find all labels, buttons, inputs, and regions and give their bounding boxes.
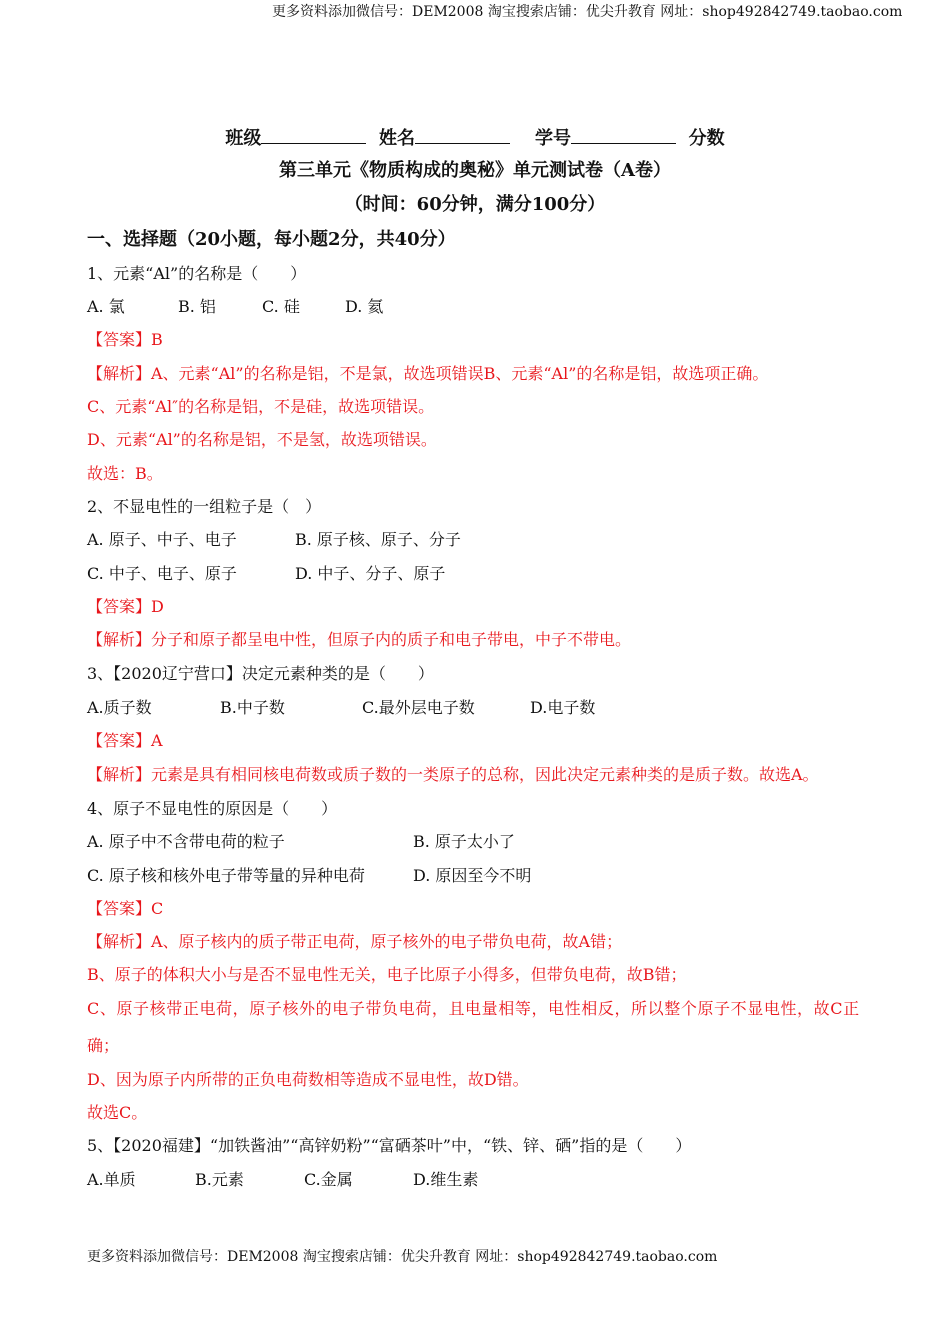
- section-heading: 一、选择题（20小题，每小题2分，共40分）: [87, 229, 456, 250]
- class-label: 班级: [225, 128, 262, 149]
- class-blank[interactable]: [261, 127, 366, 144]
- score-label: 分数: [688, 128, 725, 149]
- page-title: 第三单元《物质构成的奥秘》单元测试卷（A卷）: [279, 160, 671, 181]
- option: D. 中子、分子、原子: [295, 564, 446, 583]
- question-stem: 1、元素“Al”的名称是（ ）: [87, 264, 307, 283]
- question-stem: 3、【2020辽宁营口】决定元素种类的是（ ）: [87, 664, 434, 683]
- analysis-line: 确；: [87, 1036, 120, 1055]
- analysis-line: 【解析】分子和原子都呈电中性，但原子内的质子和电子带电，中子不带电。: [87, 630, 632, 649]
- question-stem: 2、不显电性的一组粒子是（ ）: [87, 497, 322, 516]
- answer: 【答案】C: [87, 899, 164, 918]
- question-stem: 4、原子不显电性的原因是（ ）: [87, 799, 338, 818]
- option: B. 原子核、原子、分子: [295, 530, 461, 549]
- option: B. 铝: [178, 297, 216, 316]
- option: B.元素: [195, 1170, 244, 1189]
- name-label: 姓名: [378, 128, 415, 149]
- analysis-line: 故选：B。: [87, 464, 163, 483]
- number-blank[interactable]: [571, 127, 676, 144]
- student-info-line: [0, 127, 950, 149]
- answer: 【答案】B: [87, 330, 163, 349]
- answer: 【答案】A: [87, 731, 163, 750]
- analysis-line: 故选C。: [87, 1103, 148, 1122]
- option: C.最外层电子数: [362, 698, 475, 717]
- option: C.金属: [304, 1170, 353, 1189]
- option: B. 原子太小了: [413, 832, 515, 851]
- option: C. 中子、电子、原子: [87, 564, 237, 583]
- option: B.中子数: [220, 698, 285, 717]
- option: A. 原子、中子、电子: [87, 530, 237, 549]
- analysis-line: D、元素“Al”的名称是铝，不是氢，故选项错误。: [87, 430, 437, 449]
- option: C. 原子核和核外电子带等量的异种电荷: [87, 866, 365, 885]
- analysis-line: C、元素“Al″的名称是铝，不是硅，故选项错误。: [87, 397, 435, 416]
- analysis-line: C、原子核带正电荷，原子核外的电子带负电荷，且电量相等，电性相反，所以整个原子不显电性，故C正: [87, 999, 860, 1018]
- analysis-line: B、原子的体积大小与是否不显电性无关，电子比原子小得多，但带负电荷，故B错；: [87, 965, 687, 984]
- option: D.电子数: [530, 698, 596, 717]
- option: D. 氦: [345, 297, 384, 316]
- answer: 【答案】D: [87, 597, 164, 616]
- option: A.质子数: [87, 698, 152, 717]
- option: A. 原子中不含带电荷的粒子: [87, 832, 285, 851]
- number-label: 学号: [535, 128, 572, 149]
- page-subtitle: （时间：60分钟，满分100分）: [344, 194, 606, 215]
- option: A.单质: [87, 1170, 136, 1189]
- analysis-line: 【解析】A、原子核内的质子带正电荷，原子核外的电子带负电荷，故A错；: [87, 932, 623, 951]
- option: D.维生素: [413, 1170, 479, 1189]
- option: A. 氯: [87, 297, 125, 316]
- page-header: 更多资料添加微信号：DEM2008 淘宝搜索店铺：优尖升教育 网址：shop492842749.taobao.com: [272, 4, 903, 20]
- question-stem: 5、【2020福建】“加铁酱油”“高锌奶粉”“富硒茶叶”中，“铁、锌、硒”指的是（ ）: [87, 1136, 692, 1155]
- name-blank[interactable]: [415, 127, 510, 144]
- page-footer: 更多资料添加微信号：DEM2008 淘宝搜索店铺：优尖升教育 网址：shop492842749.taobao.com: [87, 1249, 718, 1265]
- analysis-line: D、因为原子内所带的正负电荷数相等造成不显电性，故D错。: [87, 1070, 529, 1089]
- option: C. 硅: [262, 297, 300, 316]
- option: D. 原因至今不明: [413, 866, 532, 885]
- analysis-line: 【解析】元素是具有相同核电荷数或质子数的一类原子的总称，因此决定元素种类的是质子数。故选A。: [87, 765, 819, 784]
- analysis-line: 【解析】A、元素“Al”的名称是铝，不是氯，故选项错误B、元素“Al”的名称是铝，故选项正确。: [87, 364, 769, 383]
